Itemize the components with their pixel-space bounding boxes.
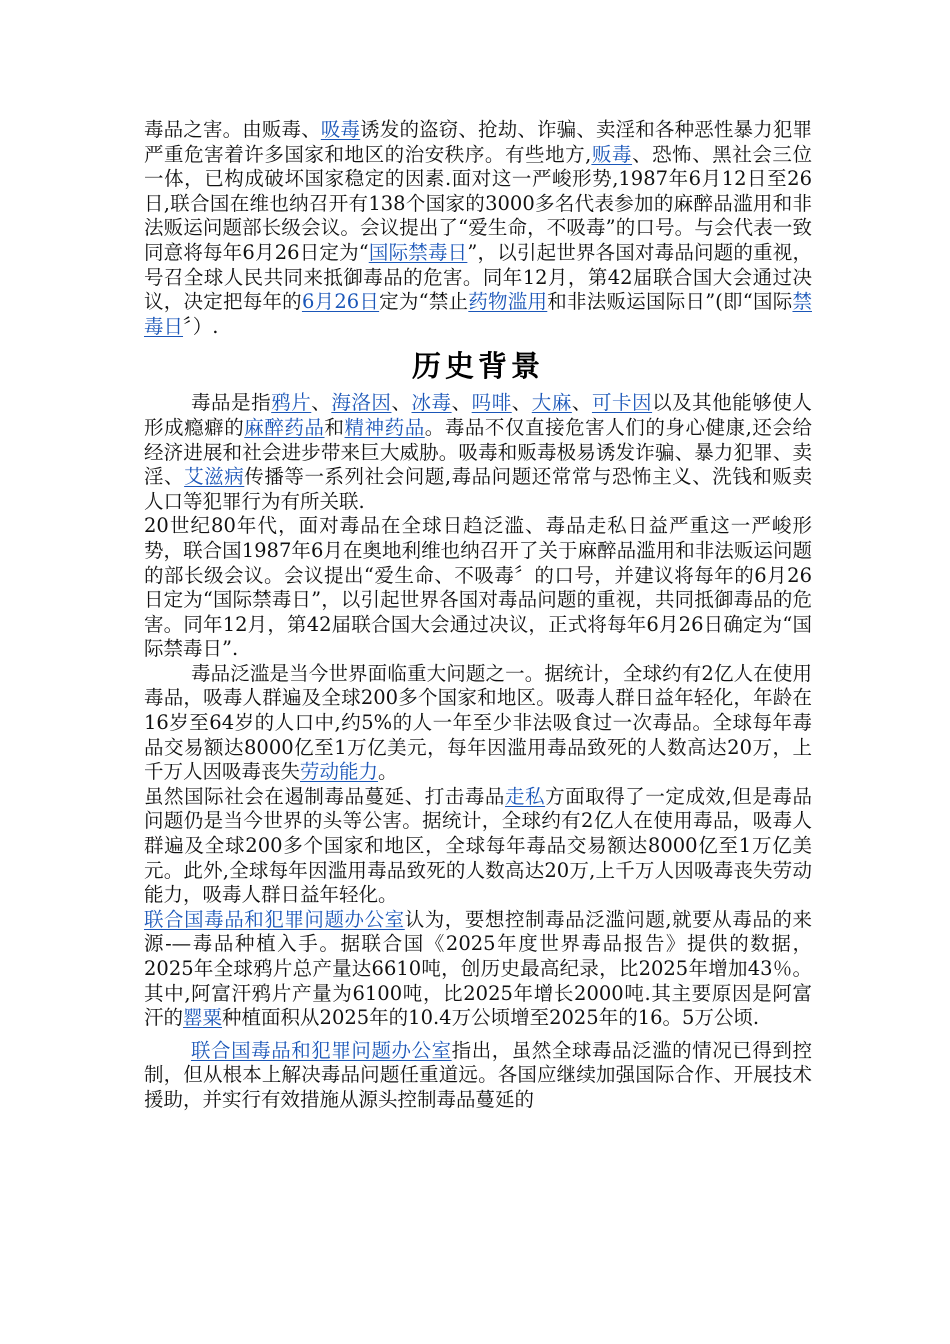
text: 和 [324, 415, 345, 439]
paragraph-efforts [144, 785, 812, 908]
text: 、 [391, 391, 412, 415]
text: 定为“禁止 [379, 290, 469, 314]
document-body [144, 118, 812, 1113]
paragraph-statistics [144, 662, 812, 785]
link-meth[interactable]: 冰毒 [411, 391, 452, 415]
link-morphine[interactable]: 吗啡 [471, 391, 512, 415]
link-unodc[interactable]: 联合国毒品和犯罪问题办公室 [144, 907, 405, 931]
section-heading: 历史背景 [411, 349, 544, 384]
text: 种植面积从2025年的10.4万公顷增至2025年的16。5万公顷. [222, 1006, 760, 1030]
text: 认为，要想控制毒品泛滥问题,就要从毒品的来源-—毒品种植入手。据联合国《2025年度世界毒品报告》提供的数据，2025年全球鸦片总产量达6610吨，创历史最高纪录，比2025年增加43％。其中,阿富汗鸦片产量为6100吨，比2025年增长2000吨.其主要原因是阿富汗的 [144, 907, 812, 1030]
paragraph-1980s: 20世纪80年代，面对毒品在全球日趋泛滥、毒品走私日益严重这一严峻形势，联合国1987年6月在奥地利维也纳召开了关于麻醉品滥用和非法贩运问题的部长级会议。会议提出“爱生命、不吸毒〞的口号，并建议将每年的6月26日定为“国际禁毒日”，以引起世界各国对毒品问题的重视，共同抵御毒品的危害。同年12月，第42届联合国大会通过决议，正式将每年6月26日确定为“国际禁毒日”. [144, 514, 812, 661]
link-xidu[interactable]: 吸毒 [320, 118, 361, 141]
link-cocaine[interactable]: 可卡因 [591, 391, 653, 415]
text: 〞）. [183, 314, 219, 338]
text: 诱发的盗窃、抢劫、诈骗、卖淫和各种恶性暴力犯罪严重危害着许多国家和地区的治安秩序。有些地方, [144, 118, 812, 166]
link-psychotropic-drugs[interactable]: 精神药品 [344, 415, 425, 439]
link-opium[interactable]: 鸦片 [271, 391, 312, 415]
paragraph-unodc-conclusion [144, 1039, 812, 1113]
link-aids[interactable]: 艾滋病 [184, 465, 245, 489]
link-anti-drug-day[interactable]: 禁毒日 [144, 290, 812, 338]
text: 、 [451, 391, 472, 415]
text: ”，以引起世界各国对毒品问题的重视，号召全球人民共同来抵御毒品的危害。同年12月，第42届联合国大会通过决议，决定把每年的 [144, 240, 812, 314]
text: 毒品之害。由贩毒、 [144, 118, 321, 141]
text: 以及其他能够使人形成瘾癖的 [144, 391, 812, 439]
text: 。毒品不仅直接危害人们的身心健康,还会给经济进展和社会进步带来巨大威胁。吸毒和贩毒极易诱发诈骗、暴力犯罪、卖淫、 [144, 415, 812, 489]
paragraph-definition [144, 391, 812, 514]
text: 、 [311, 391, 332, 415]
link-labor-capacity[interactable]: 劳动能力 [300, 760, 379, 784]
link-drug-abuse[interactable]: 药物滥用 [468, 290, 548, 314]
text: 传播等一系列社会问题,毒品问题还常常与恐怖主义、洗钱和贩卖人口等犯罪行为有所关联. [144, 465, 812, 513]
link-poppy[interactable]: 罂粟 [183, 1006, 223, 1030]
text: 、恐怖、黑社会三位一体，已构成破坏国家稳定的因素.面对这一严峻形势,1987年6月12日至26日,联合国在维也纳召开有138个国家的3000多名代表参加的麻醉品滥用和非法贩运问题部长级会议。会议提出了“爱生命，不吸毒”的口号。与会代表一致同意将每年6月26日定为“ [144, 142, 812, 264]
text: 毒品是指 [191, 391, 272, 415]
link-cannabis[interactable]: 大麻 [531, 391, 572, 415]
text: 。 [378, 760, 398, 784]
link-heroin[interactable]: 海洛因 [331, 391, 392, 415]
text: 、 [511, 391, 532, 415]
paragraph-intro [144, 118, 812, 339]
text: 和非法贩运国际日”(即“国际 [547, 290, 793, 314]
text: 指出，虽然全球毒品泛滥的情况已得到控制，但从根本上解决毒品问题任重道远。各国应继续加强国际合作、开展技术援助，并实行有效措施从源头控制毒品蔓延的 [144, 1038, 812, 1111]
link-june-26[interactable]: 6月26日 [301, 290, 380, 314]
text: 虽然国际社会在遏制毒品蔓延、打击毒品 [144, 784, 505, 808]
link-fandu[interactable]: 贩毒 [591, 142, 633, 166]
link-smuggling[interactable]: 走私 [504, 784, 546, 808]
text: 毒品泛滥是当今世界面临重大问题之一。据统计，全球约有2亿人在使用毒品，吸毒人群遍及全球200多个国家和地区。吸毒人群日益年轻化，年龄在16岁至64岁的人口中,约5%的人一年至少非法吸食过一次毒品。全球每年毒品交易额达8000亿至1万亿美元，每年因滥用毒品致死的人数高达20万，上千万人因吸毒丧失 [144, 661, 812, 784]
link-unodc-2[interactable]: 联合国毒品和犯罪问题办公室 [191, 1038, 452, 1062]
text: 方面取得了一定成效,但是毒品问题仍是当今世界的头等公害。据统计，全球约有2亿人在使用毒品，吸毒人群遍及全球200多个国家和地区，全球每年毒品交易额达8000亿至1万亿美元。此外,全球每年因滥用毒品致死的人数高达20万,上千万人因吸毒丧失劳动能力，吸毒人群日益年轻化。 [144, 784, 812, 907]
link-narcotic-drugs[interactable]: 麻醉药品 [244, 415, 325, 439]
text: 、 [571, 391, 592, 415]
paragraph-unodc-source [144, 908, 812, 1031]
link-international-anti-drug-day[interactable]: 国际禁毒日 [368, 240, 468, 264]
